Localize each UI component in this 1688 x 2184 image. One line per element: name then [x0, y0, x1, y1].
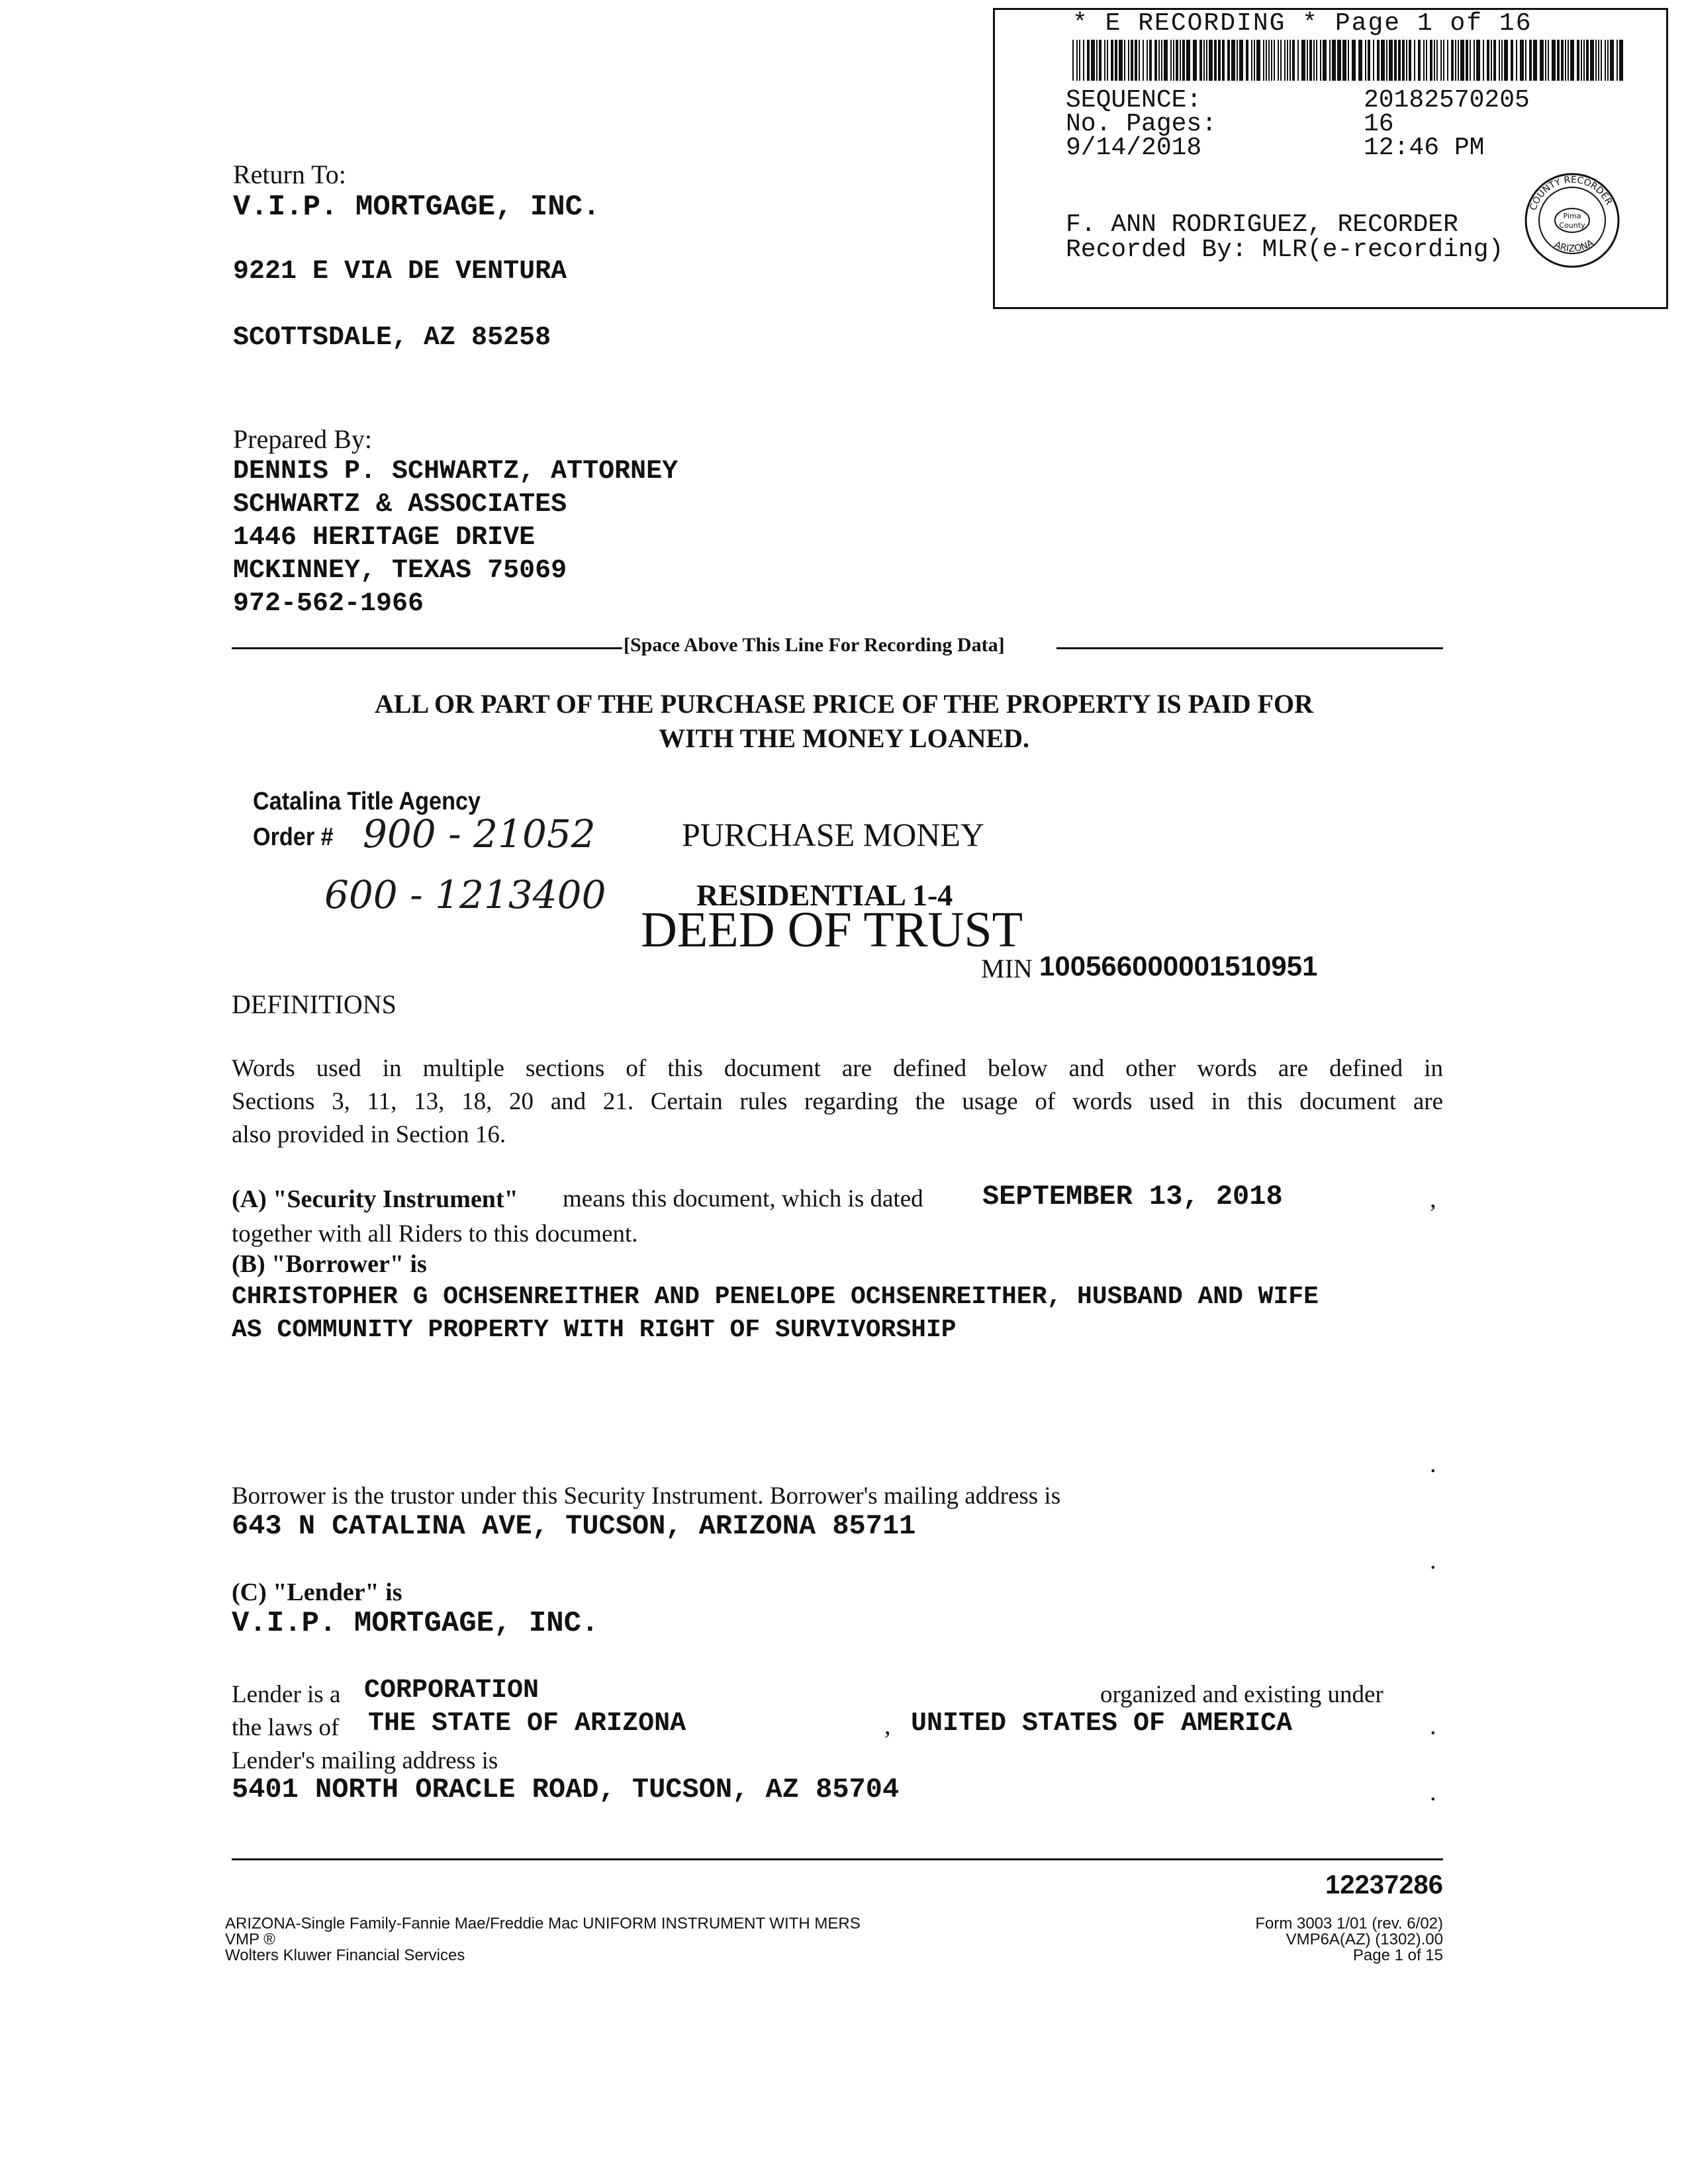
county-seal-image: [1523, 171, 1622, 270]
svg-text:ARIZONA: ARIZONA: [1552, 238, 1596, 255]
prepared-by-label: Prepared By:: [233, 424, 372, 454]
return-to-address2: SCOTTSDALE, AZ 85258: [233, 323, 551, 353]
barcode-image: [1072, 40, 1628, 81]
footer-rule: [232, 1858, 1443, 1860]
definitions-intro-line2: Sections 3, 11, 13, 18, 20 and 21. Certain rules regarding the usage of words used in this document are: [232, 1088, 1443, 1115]
prepared-by-line4: MCKINNEY, TEXAS 75069: [233, 556, 567, 586]
security-instrument-riders: together with all Riders to this document.: [232, 1220, 638, 1248]
trailing-dot: .: [1430, 1778, 1436, 1806]
svg-text:COUNTY RECORDER: COUNTY RECORDER: [1528, 174, 1615, 212]
sequence-value: 20182570205: [1364, 86, 1530, 114]
lender-name: V.I.P. MORTGAGE, INC.: [232, 1607, 599, 1640]
footer-vmp: VMP ®: [225, 1931, 275, 1948]
lender-mailing-label: Lender's mailing address is: [232, 1747, 498, 1774]
definitions-heading: DEFINITIONS: [232, 989, 397, 1019]
lender-is-a-text: Lender is a: [232, 1681, 341, 1708]
recording-time: 12:46 PM: [1364, 134, 1485, 162]
title-agency-stamp: Catalina Title Agency: [253, 788, 481, 815]
lender-state: THE STATE OF ARIZONA: [368, 1709, 686, 1739]
purchase-notice-line2: WITH THE MONEY LOANED.: [658, 723, 1030, 753]
sequence-label: SEQUENCE:: [1066, 86, 1202, 114]
borrower-label: (B) "Borrower" is: [232, 1250, 427, 1278]
lender-organized-text: organized and existing under: [1100, 1681, 1383, 1708]
order-label: Order #: [253, 823, 334, 851]
security-instrument-date: SEPTEMBER 13, 2018: [982, 1181, 1283, 1212]
recording-date: 9/14/2018: [1066, 134, 1202, 162]
min-number: 100566000001510951: [1039, 950, 1318, 981]
security-instrument-label: (A) "Security Instrument": [232, 1185, 518, 1213]
footer-form-number: Form 3003 1/01 (rev. 6/02): [1255, 1915, 1443, 1933]
order-number-handwritten: 900 - 21052: [363, 811, 596, 856]
borrower-trustor-text: Borrower is the trustor under this Security Instrument. Borrower's mailing address is: [232, 1482, 1061, 1510]
lender-label: (C) "Lender" is: [232, 1578, 402, 1606]
divider-left: [232, 647, 622, 649]
borrower-name-line2: AS COMMUNITY PROPERTY WITH RIGHT OF SURVIVORSHIP: [232, 1316, 957, 1344]
divider-right: [1056, 647, 1443, 649]
pages-value: 16: [1364, 110, 1394, 138]
state-comma: ,: [884, 1712, 891, 1740]
prepared-by-line1: DENNIS P. SCHWARTZ, ATTORNEY: [233, 457, 679, 486]
trailing-dot: .: [1430, 1712, 1436, 1740]
min-label: MIN: [981, 954, 1033, 983]
residential-title: RESIDENTIAL 1-4: [696, 878, 953, 912]
prepared-by-line3: 1446 HERITAGE DRIVE: [233, 523, 536, 553]
footer-page-number: Page 1 of 15: [1352, 1946, 1443, 1964]
purchase-notice-line1: ALL OR PART OF THE PURCHASE PRICE OF THE PROPERTY IS PAID FOR: [374, 689, 1314, 719]
security-instrument-text: means this document, which is dated: [563, 1185, 923, 1212]
recorded-by: Recorded By: MLR(e-recording): [1066, 236, 1504, 264]
recording-header: * E RECORDING * Page 1 of 16: [1072, 9, 1532, 38]
recorder-name: F. ANN RODRIGUEZ, RECORDER: [1066, 210, 1458, 239]
purchase-money-title: PURCHASE MONEY: [682, 816, 985, 853]
svg-text:County: County: [1559, 221, 1585, 230]
definitions-intro-line3: also provided in Section 16.: [232, 1121, 506, 1148]
lender-type: CORPORATION: [364, 1676, 539, 1706]
laws-of-text: the laws of: [232, 1714, 340, 1741]
footer-vmp-code: VMP6A(AZ) (1302).00: [1286, 1931, 1443, 1948]
return-to-name: V.I.P. MORTGAGE, INC.: [233, 191, 600, 224]
lender-country: UNITED STATES OF AMERICA: [911, 1709, 1293, 1739]
space-above-note: [Space Above This Line For Recording Data]: [624, 634, 1005, 656]
borrower-name-line1: CHRISTOPHER G OCHSENREITHER AND PENELOPE OCHSENREITHER, HUSBAND AND WIFE: [232, 1283, 1319, 1311]
borrower-address: 643 N CATALINA AVE, TUCSON, ARIZONA 85711: [232, 1510, 916, 1542]
definitions-intro-line1: Words used in multiple sections of this document are defined below and other words are defined in: [232, 1055, 1443, 1082]
prepared-by-line5: 972-562-1966: [233, 589, 424, 619]
svg-text:Pima: Pima: [1563, 212, 1581, 220]
trailing-dot: .: [1430, 1547, 1436, 1574]
return-to-label: Return To:: [233, 159, 346, 189]
lender-address: 5401 NORTH ORACLE ROAD, TUCSON, AZ 85704: [232, 1774, 900, 1805]
footer-form-name: ARIZONA-Single Family-Fannie Mae/Freddie Mac UNIFORM INSTRUMENT WITH MERS: [225, 1915, 861, 1933]
pages-label: No. Pages:: [1066, 110, 1217, 138]
second-order-number-handwritten: 600 - 1213400: [324, 872, 606, 917]
footer-publisher: Wolters Kluwer Financial Services: [225, 1946, 465, 1964]
date-comma: ,: [1430, 1185, 1436, 1213]
loan-number: 12237286: [1325, 1870, 1443, 1899]
return-to-address1: 9221 E VIA DE VENTURA: [233, 257, 567, 287]
document-title: DEED OF TRUST: [641, 902, 1023, 958]
trailing-dot: .: [1430, 1450, 1436, 1478]
prepared-by-line2: SCHWARTZ & ASSOCIATES: [233, 490, 567, 520]
